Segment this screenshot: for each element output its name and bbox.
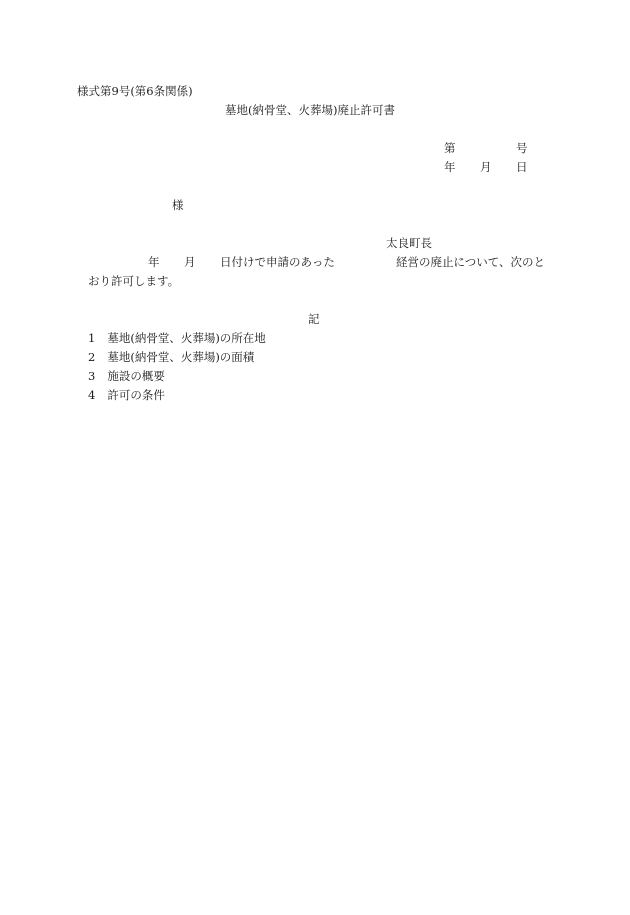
date-month: 月 bbox=[480, 160, 492, 174]
item-text: 墓地(納骨堂、火葬場)の面積 bbox=[107, 350, 255, 364]
body-text-3: おり許可します。 bbox=[88, 274, 180, 288]
item-text: 許可の条件 bbox=[107, 388, 165, 402]
item-4 bbox=[88, 390, 165, 402]
body-text-2: 経営の廃止について、次のと bbox=[396, 255, 546, 269]
date-day: 日 bbox=[516, 160, 528, 174]
item-text: 施設の概要 bbox=[107, 369, 165, 383]
item-number: 2 bbox=[88, 350, 96, 364]
body-text-1: 日付けで申請のあった bbox=[220, 255, 335, 269]
number-suffix: 号 bbox=[516, 141, 528, 155]
document-title: 墓地(納骨堂、火葬場)廃止許可書 bbox=[225, 103, 395, 117]
item-number: 4 bbox=[88, 388, 96, 402]
body-year: 年 bbox=[148, 255, 160, 269]
item-2 bbox=[88, 352, 254, 364]
item-3 bbox=[88, 371, 165, 383]
ki-heading: 記 bbox=[308, 312, 320, 326]
item-number: 1 bbox=[88, 331, 96, 345]
body-month: 月 bbox=[184, 255, 196, 269]
issuer-name: 太良町長 bbox=[386, 236, 432, 250]
form-number: 様式第9号(第6条関係) bbox=[77, 84, 193, 98]
item-1 bbox=[88, 333, 266, 345]
date-year: 年 bbox=[444, 160, 456, 174]
number-prefix: 第 bbox=[444, 141, 456, 155]
item-text: 墓地(納骨堂、火葬場)の所在地 bbox=[107, 331, 266, 345]
addressee-suffix: 様 bbox=[172, 198, 184, 212]
item-number: 3 bbox=[88, 369, 96, 383]
